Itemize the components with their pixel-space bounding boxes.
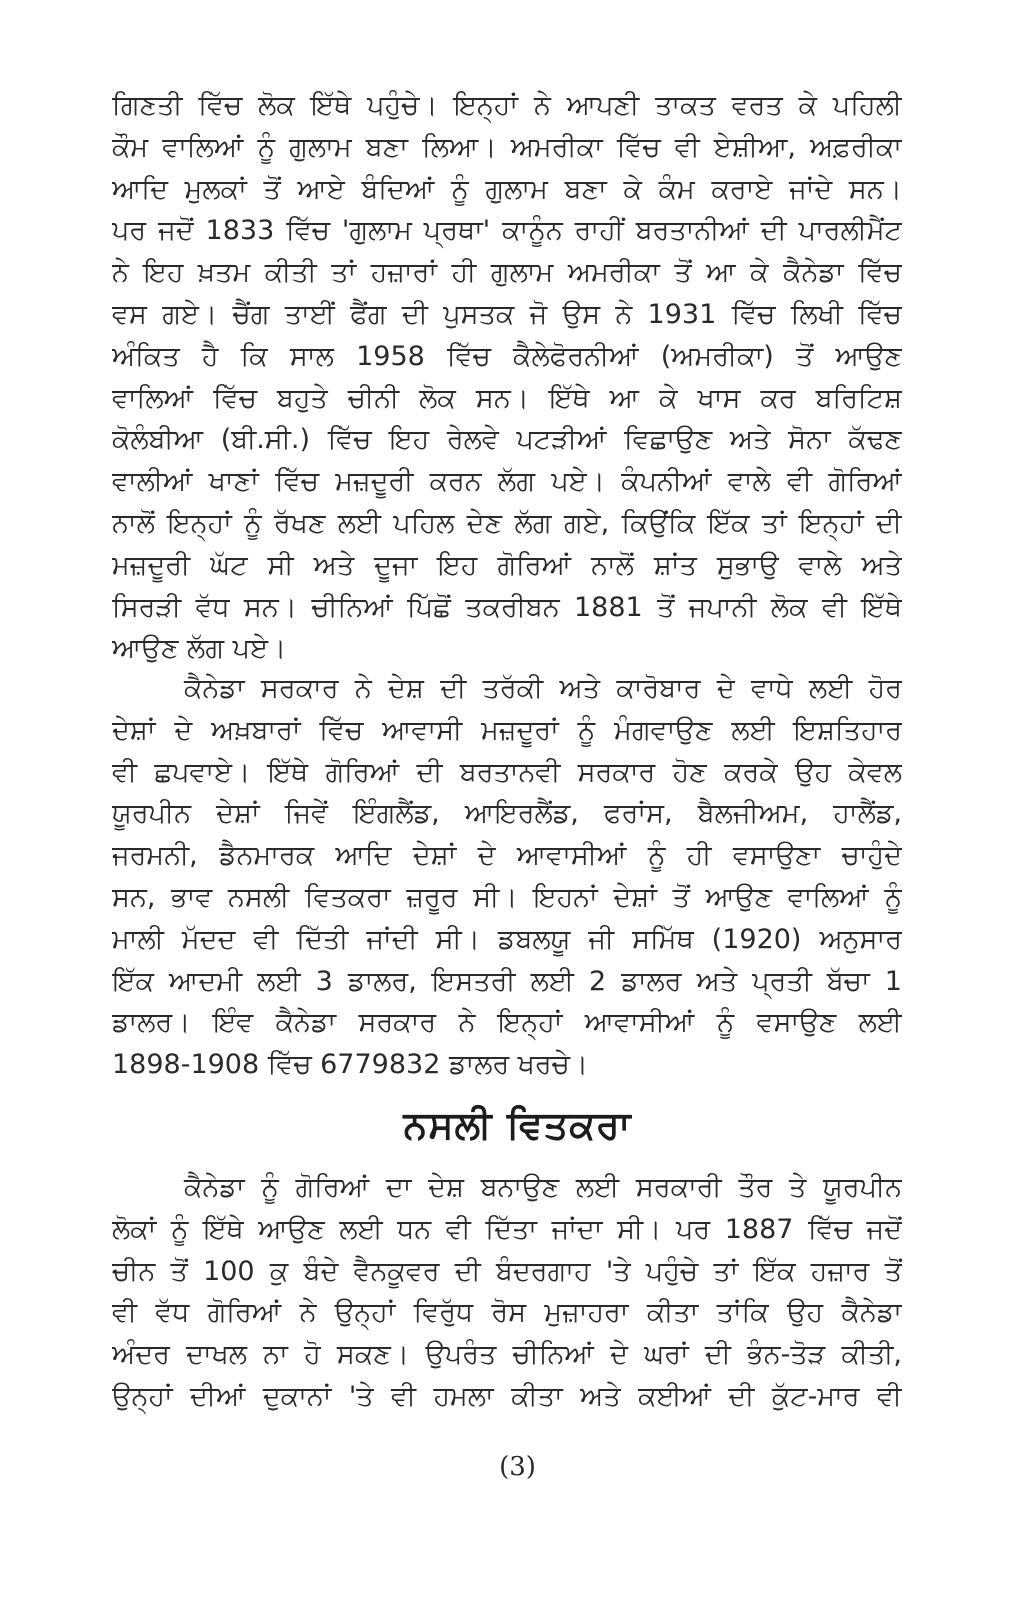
text-line: ਨੇ ਇਹ ਖ਼ਤਮ ਕੀਤੀ ਤਾਂ ਹਜ਼ਾਰਾਂ ਹੀ ਗੁਲਾਮ ਅਮਰੀਕਾ ਤੋਂ ਆ ਕੇ ਕੈਨੇਡਾ ਵਿੱਚ — [112, 257, 902, 289]
text-line: ਕੌਮ ਵਾਲਿਆਂ ਨੂੰ ਗੁਲਾਮ ਬਣਾ ਲਿਆ। ਅਮਰੀਕਾ ਵਿੱਚ ਵੀ ਏਸ਼ੀਆ, ਅਫ਼ਰੀਕਾ — [112, 131, 902, 163]
text-line: ਜਰਮਨੀ, ਡੈਨਮਾਰਕ ਆਦਿ ਦੇਸ਼ਾਂ ਦੇ ਆਵਾਸੀਆਂ ਨੂੰ ਹੀ ਵਸਾਉਣਾ ਚਾਹੁੰਦੇ — [112, 840, 902, 872]
text-line: ਅੰਕਿਤ ਹੈ ਕਿ ਸਾਲ 1958 ਵਿੱਚ ਕੈਲੇਫੋਰਨੀਆਂ (ਅਮਰੀਕਾ) ਤੋਂ ਆਉਣ — [112, 340, 902, 372]
text-line: ਚੀਨ ਤੋਂ 100 ਕੁ ਬੰਦੇ ਵੈਨਕੂਵਰ ਦੀ ਬੰਦਰਗਾਹ 'ਤੇ ਪਹੁੰਚੇ ਤਾਂ ਇੱਕ ਹਜ਼ਾਰ ਤੋਂ — [112, 1255, 902, 1287]
text-line: ਦੇਸ਼ਾਂ ਦੇ ਅਖ਼ਬਾਰਾਂ ਵਿੱਚ ਆਵਾਸੀ ਮਜ਼ਦੂਰਾਂ ਨੂੰ ਮੰਗਵਾਉਣ ਲਈ ਇਸ਼ਤਿਹਾਰ — [112, 714, 902, 746]
section-heading: ਨਸਲੀ ਵਿਤਕਰਾ — [403, 1103, 632, 1147]
text-line: ਵੀ ਛਪਵਾਏ। ਇੱਥੇ ਗੋਰਿਆਂ ਦੀ ਬਰਤਾਨਵੀ ਸਰਕਾਰ ਹੋਣ ਕਰਕੇ ਉਹ ਕੇਵਲ — [112, 756, 902, 788]
text-line: ਵਾਲੀਆਂ ਖਾਣਾਂ ਵਿੱਚ ਮਜ਼ਦੂਰੀ ਕਰਨ ਲੱਗ ਪਏ। ਕੰਪਨੀਆਂ ਵਾਲੇ ਵੀ ਗੋਰਿਆਂ — [112, 466, 902, 498]
paragraph-1 — [112, 85, 902, 670]
paragraph-3 — [112, 1167, 902, 1418]
page-number: (3) — [499, 1452, 536, 1482]
text-line: ਵਾਲਿਆਂ ਵਿੱਚ ਬਹੁਤੇ ਚੀਨੀ ਲੋਕ ਸਨ। ਇੱਥੇ ਆ ਕੇ ਖਾਸ ਕਰ ਬਰਿਟਿਸ਼ — [112, 382, 902, 414]
text-line: ਗਿਣਤੀ ਵਿੱਚ ਲੋਕ ਇੱਥੇ ਪਹੁੰਚੇ। ਇਨ੍ਹਾਂ ਨੇ ਆਪਣੀ ਤਾਕਤ ਵਰਤ ਕੇ ਪਹਿਲੀ — [112, 90, 902, 121]
text-line: ਮਾਲੀ ਮੱਦਦ ਵੀ ਦਿੱਤੀ ਜਾਂਦੀ ਸੀ। ਡਬਲਯੂ ਜੀ ਸਮਿੱਥ (1920) ਅਨੁਸਾਰ — [112, 923, 902, 955]
text-line: ਸਿਰੜੀ ਵੱਧ ਸਨ। ਚੀਨਿਆਂ ਪਿੱਛੋਂ ਤਕਰੀਬਨ 1881 ਤੋਂ ਜਪਾਨੀ ਲੋਕ ਵੀ ਇੱਥੇ — [112, 591, 902, 623]
paragraph-2 — [112, 668, 902, 1086]
text-line: 1898-1908 ਵਿੱਚ 6779832 ਡਾਲਰ ਖਰਚੇ। — [112, 1049, 589, 1081]
text-line: ਨਾਲੋਂ ਇਨ੍ਹਾਂ ਨੂੰ ਰੱਖਣ ਲਈ ਪਹਿਲ ਦੇਣ ਲੱਗ ਗਏ, ਕਿਉਂਕਿ ਇੱਕ ਤਾਂ ਇਨ੍ਹਾਂ ਦੀ — [112, 507, 902, 539]
text-line: ਅੰਦਰ ਦਾਖਲ ਨਾ ਹੋ ਸਕਣ। ਉਪਰੰਤ ਚੀਨਿਆਂ ਦੇ ਘਰਾਂ ਦੀ ਭੰਨ-ਤੋੜ ਕੀਤੀ, — [112, 1339, 902, 1371]
text-line: ਕੈਨੇਡਾ ਨੂੰ ਗੋਰਿਆਂ ਦਾ ਦੇਸ਼ ਬਨਾਉਣ ਲਈ ਸਰਕਾਰੀ ਤੌਰ ਤੇ ਯੂਰਪੀਨ — [184, 1172, 902, 1203]
text-line: ਲੋਕਾਂ ਨੂੰ ਇੱਥੇ ਆਉਣ ਲਈ ਧਨ ਵੀ ਦਿੱਤਾ ਜਾਂਦਾ ਸੀ। ਪਰ 1887 ਵਿੱਚ ਜਦੋਂ — [112, 1213, 902, 1245]
text-line: ਕੋਲੰਬੀਆ (ਬੀ.ਸੀ.) ਵਿੱਚ ਇਹ ਰੇਲਵੇ ਪਟੜੀਆਂ ਵਿਛਾਉਣ ਅਤੇ ਸੋਨਾ ਕੱਢਣ — [112, 424, 902, 456]
text-line: ਆਦਿ ਮੁਲਕਾਂ ਤੋਂ ਆਏ ਬੰਦਿਆਂ ਨੂੰ ਗੁਲਾਮ ਬਣਾ ਕੇ ਕੰਮ ਕਰਾਏ ਜਾਂਦੇ ਸਨ। — [112, 173, 902, 205]
text-line: ਡਾਲਰ। ਇੰਵ ਕੈਨੇਡਾ ਸਰਕਾਰ ਨੇ ਇਨ੍ਹਾਂ ਆਵਾਸੀਆਂ ਨੂੰ ਵਸਾਉਣ ਲਈ — [112, 1007, 902, 1039]
text-line: ਪਰ ਜਦੋਂ 1833 ਵਿੱਚ 'ਗੁਲਾਮ ਪ੍ਰਥਾ' ਕਾਨੂੰਨ ਰਾਹੀਂ ਬਰਤਾਨੀਆਂ ਦੀ ਪਾਰਲੀਮੈਂਟ — [112, 215, 902, 247]
text-line: ਆਉਣ ਲੱਗ ਪਏ। — [112, 633, 287, 665]
text-line: ਵਸ ਗਏ। ਚੈਂਗ ਤਾਈਂ ਫੈਂਗ ਦੀ ਪੁਸਤਕ ਜੋ ਉਸ ਨੇ 1931 ਵਿੱਚ ਲਿਖੀ ਵਿੱਚ — [112, 298, 902, 330]
text-line: ਵੀ ਵੱਧ ਗੋਰਿਆਂ ਨੇ ਉਨ੍ਹਾਂ ਵਿਰੁੱਧ ਰੋਸ ਮੁਜ਼ਾਹਰਾ ਕੀਤਾ ਤਾਂਕਿ ਉਹ ਕੈਨੇਡਾ — [112, 1297, 902, 1329]
text-line: ਮਜ਼ਦੂਰੀ ਘੱਟ ਸੀ ਅਤੇ ਦੂਜਾ ਇਹ ਗੋਰਿਆਂ ਨਾਲੋਂ ਸ਼ਾਂਤ ਸੁਭਾਉ ਵਾਲੇ ਅਤੇ — [112, 549, 902, 581]
text-line: ਉਨ੍ਹਾਂ ਦੀਆਂ ਦੁਕਾਨਾਂ 'ਤੇ ਵੀ ਹਮਲਾ ਕੀਤਾ ਅਤੇ ਕਈਆਂ ਦੀ ਕੁੱਟ-ਮਾਰ ਵੀ — [112, 1380, 902, 1412]
text-line: ਇੱਕ ਆਦਮੀ ਲਈ 3 ਡਾਲਰ, ਇਸਤਰੀ ਲਈ 2 ਡਾਲਰ ਅਤੇ ਪ੍ਰਤੀ ਬੱਚਾ 1 — [112, 965, 902, 997]
text-line: ਕੈਨੇਡਾ ਸਰਕਾਰ ਨੇ ਦੇਸ਼ ਦੀ ਤਰੱਕੀ ਅਤੇ ਕਾਰੋਬਾਰ ਦੇ ਵਾਧੇ ਲਈ ਹੋਰ — [184, 673, 902, 704]
text-line: ਯੂਰਪੀਨ ਦੇਸ਼ਾਂ ਜਿਵੇਂ ਇੰਗਲੈਂਡ, ਆਇਰਲੈਂਡ, ਫਰਾਂਸ, ਬੈਲਜੀਅਮ, ਹਾਲੈਂਡ, — [112, 798, 902, 830]
text-line: ਸਨ, ਭਾਵ ਨਸਲੀ ਵਿਤਕਰਾ ਜ਼ਰੂਰ ਸੀ। ਇਹਨਾਂ ਦੇਸ਼ਾਂ ਤੋਂ ਆਉਣ ਵਾਲਿਆਂ ਨੂੰ — [112, 881, 902, 913]
